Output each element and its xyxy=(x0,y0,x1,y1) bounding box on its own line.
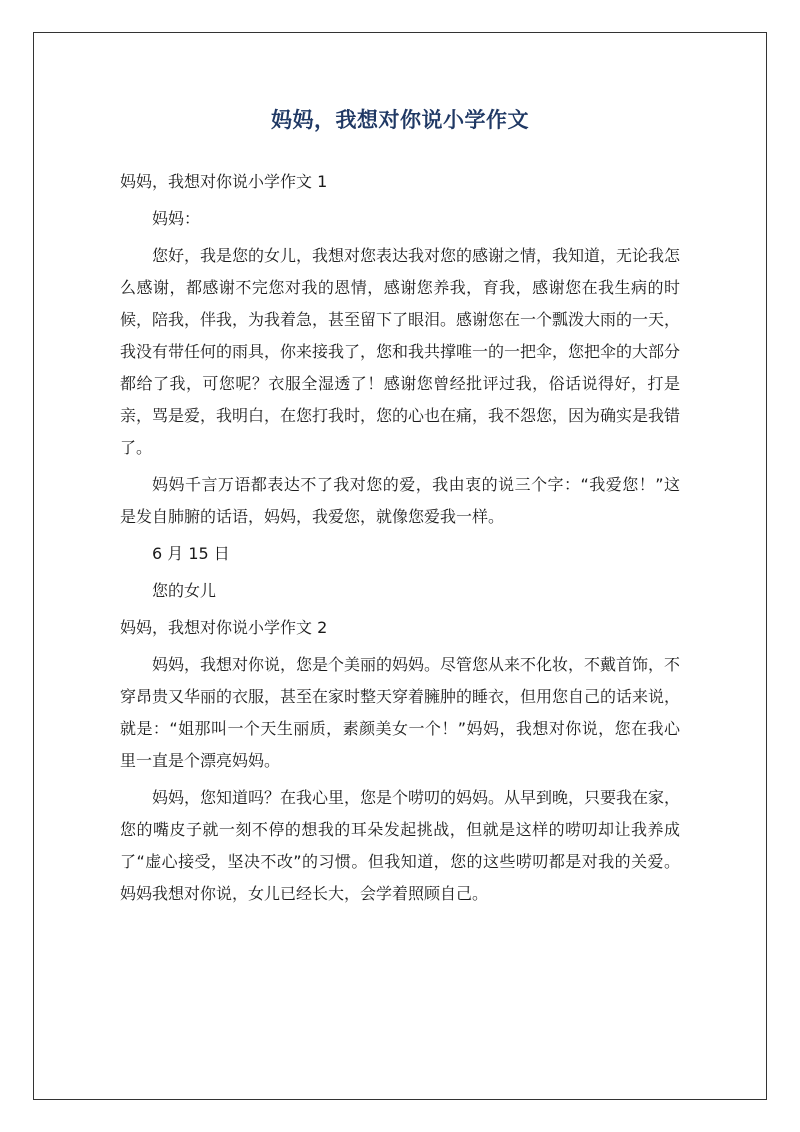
document-title: 妈妈，我想对你说小学作文 xyxy=(271,108,529,132)
essay-2-paragraph-2: 妈妈，您知道吗？在我心里，您是个唠叨的妈妈。从早到晚，只要我在家，您的嘴皮子就一刻不停的想我的耳朵发起挑战，但就是这样的唠叨却让我养成了“虚心接受，坚决不改”的习惯。但我知道，您的这些唠叨都是对我的关爱。妈妈我想对你说，女儿已经长大，会学着照顾自己。 xyxy=(120,788,681,903)
essay-2-paragraph-1: 妈妈，我想对你说，您是个美丽的妈妈。尽管您从来不化妆，不戴首饰，不穿昂贵又华丽的衣服，甚至在家时整天穿着臃肿的睡衣，但用您自己的话来说，就是：“姐那叫一个天生丽质，素颜美女一个！”妈妈，我想对你说，您在我心里一直是个漂亮妈妈。 xyxy=(120,655,681,770)
document-body xyxy=(120,166,680,915)
essay-1-salutation: 妈妈： xyxy=(152,209,201,228)
essay-1-paragraph-1: 您好，我是您的女儿，我想对您表达我对您的感谢之情，我知道，无论我怎么感谢，都感谢不完您对我的恩情，感谢您养我，育我，感谢您在我生病的时候，陪我，伴我，为我着急，甚至留下了眼泪。感谢您在一个瓢泼大雨的一天，我没有带任何的雨具，你来接我了，您和我共撑唯一的一把伞，您把伞的大部分都给了我，可您呢？衣服全湿透了！感谢您曾经批评过我，俗话说得好，打是亲，骂是爱，我明白，在您打我时，您的心也在痛，我不怨您，因为确实是我错了。 xyxy=(120,246,681,457)
essay-2-heading: 妈妈，我想对你说小学作文 2 xyxy=(120,618,328,637)
essay-1-heading: 妈妈，我想对你说小学作文 1 xyxy=(120,172,328,191)
essay-1-paragraph-2: 妈妈千言万语都表达不了我对您的爱，我由衷的说三个字：“我爱您！”这是发自肺腑的话语，妈妈，我爱您，就像您爱我一样。 xyxy=(120,475,680,526)
essay-1-date: 6 月 15 日 xyxy=(152,544,230,563)
essay-1-signature: 您的女儿 xyxy=(152,581,217,600)
